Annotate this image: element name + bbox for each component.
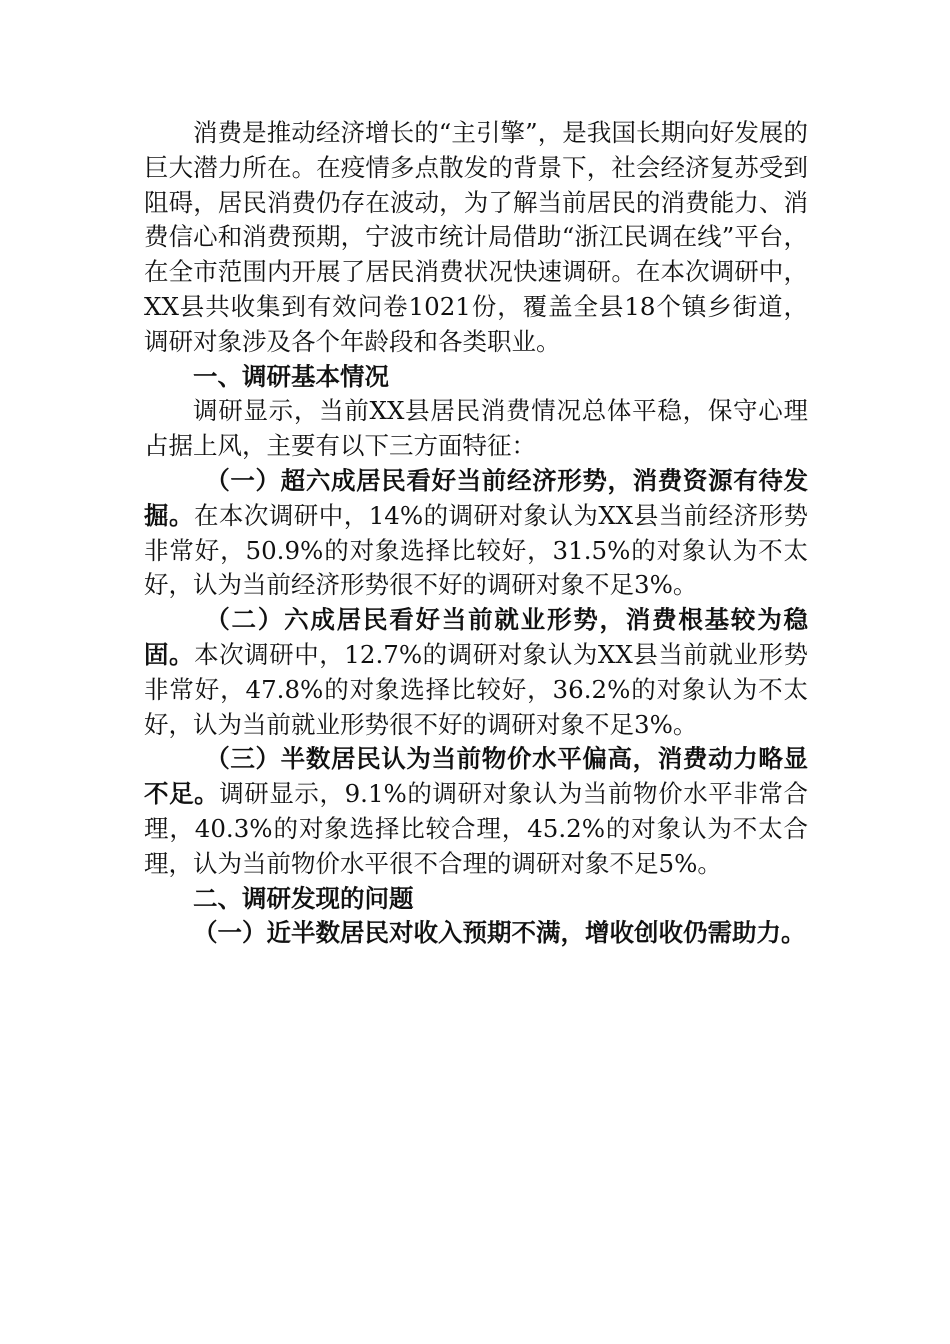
document-page — [144, 116, 808, 951]
point-prices-title: （三）半数居民认为当前物价水平偏高，消费动力略显不足。 — [144, 744, 808, 809]
point-income-title: （一）近半数居民对收入预期不满，增收创收仍需助力。 — [193, 918, 806, 948]
point-prices-paragraph — [144, 742, 808, 881]
point-prices-body: 调研显示，9.1%的调研对象认为当前物价水平非常合理，40.3%的对象选择比较合理，45.2%的对象认为不太合理，认为当前物价水平很不合理的调研对象不足5%。 — [144, 779, 808, 878]
point-economy-paragraph — [144, 464, 808, 603]
point-income-paragraph — [144, 916, 808, 951]
point-economy-body: 在本次调研中，14%的调研对象认为XX县当前经济形势非常好，50.9%的对象选择比较好，31.5%的对象认为不太好，认为当前经济形势很不好的调研对象不足3%。 — [144, 500, 809, 600]
section-heading-problems: 二、调研发现的问题 — [193, 883, 414, 913]
intro-paragraph: 消费是推动经济增长的“主引擎”，是我国长期向好发展的巨大潜力所在。在疫情多点散发的背景下，社会经济复苏受到阻碍，居民消费仍存在波动，为了解当前居民的消费能力、消费信心和消费预期，宁波市统计局借助“浙江民调在线”平台，在全市范围内开展了居民消费状况快速调研。在本次调研中，XX县共收集到有效问卷1021份，覆盖全县18个镇乡街道，调研对象涉及各个年龄段和各类职业。 — [144, 118, 808, 356]
point-employment-paragraph — [144, 603, 808, 742]
point-employment-title: （二）六成居民看好当前就业形势，消费根基较为稳固。 — [144, 605, 808, 669]
section-heading-basic-situation: 一、调研基本情况 — [193, 361, 389, 391]
point-economy-title: （一）超六成居民看好当前经济形势，消费资源有待发掘。 — [144, 465, 808, 530]
point-employment-body: 本次调研中，12.7%的调研对象认为XX县当前就业形势非常好，47.8%的对象选择比较好，36.2%的对象认为不太好，认为当前就业形势很不好的调研对象不足3%。 — [144, 639, 809, 739]
section1-intro-paragraph: 调研显示，当前XX县居民消费情况总体平稳，保守心理占据上风，主要有以下三方面特征： — [144, 396, 808, 461]
